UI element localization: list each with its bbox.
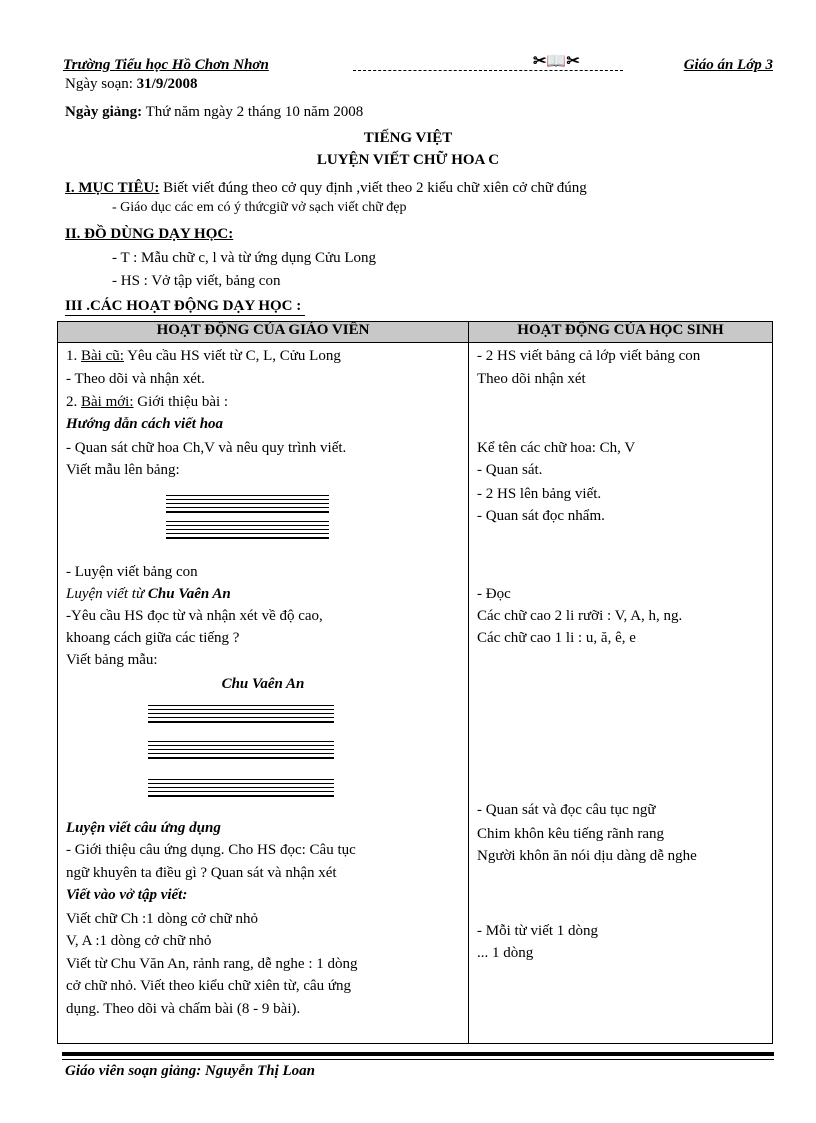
teacher-line: Hướng dẫn cách viết hoa [66, 416, 224, 432]
teacher-line: dụng. Theo dõi và chấm bài (8 - 9 bài). [66, 1001, 301, 1017]
header-divider [353, 70, 623, 71]
hoat-dong-label: III .CÁC HOẠT ĐỘNG DẠY HỌC : [65, 298, 305, 316]
student-line: - 2 HS lên bảng viết. [477, 486, 602, 502]
teacher-line: ngữ khuyên ta điều gì ? Quan sát và nhận xét [66, 865, 337, 881]
ngay-soan: Ngày soạn: 31/9/2008 [65, 76, 198, 92]
teacher-column-header: HOẠT ĐỘNG CỦA GIÁO VIÊN [58, 322, 469, 343]
student-line: Theo dõi nhận xét [477, 371, 586, 387]
footer-rule-thin [62, 1059, 774, 1060]
teacher-line: Luyện viết từ Chu Vaên An [66, 586, 231, 602]
student-cell [469, 343, 773, 1044]
student-column-header: HOẠT ĐỘNG CỦA HỌC SINH [469, 322, 773, 343]
student-line: Các chữ cao 1 li : u, ă, ê, e [477, 630, 636, 646]
teacher-line: - Luyện viết bảng con [66, 564, 198, 580]
writing-lines [148, 741, 334, 759]
student-line: - Quan sát và đọc câu tục ngữ [477, 802, 656, 818]
writing-lines [166, 495, 329, 513]
student-line: Chim khôn kêu tiếng rãnh rang [477, 826, 665, 842]
teacher-line: 1. Bài cũ: Yêu cầu HS viết từ C, L, Cửu Long [66, 348, 341, 364]
writing-lines [148, 779, 334, 797]
teacher-line: Viết mẫu lên bảng: [66, 462, 180, 478]
teacher-line: -Yêu cầu HS đọc từ và nhận xét về độ cao, [66, 608, 323, 624]
teacher-line: V, A :1 dòng cở chữ nhỏ [66, 933, 212, 949]
grade-label: Giáo án Lớp 3 [683, 57, 773, 73]
student-line: Các chữ cao 2 li rưỡi : V, A, h, ng. [477, 608, 683, 624]
muc-tieu-2: - Giáo dục các em có ý thứcgiữ vở sạch viết chữ đẹp [112, 200, 407, 215]
section-label: I. MỤC TIÊU: [65, 180, 160, 196]
teacher-line: cở chữ nhỏ. Viết theo kiểu chữ xiên từ, câu ứng [66, 978, 352, 994]
teacher-line: Luyện viết câu ứng dụng [66, 820, 221, 836]
do-dung-2: - HS : Vở tập viết, bảng con [112, 273, 281, 289]
student-line: Kể tên các chữ hoa: Ch, V [477, 440, 636, 456]
teacher-line: - Giới thiệu câu ứng dụng. Cho HS đọc: Câu tục [66, 842, 356, 858]
writing-lines [166, 521, 329, 539]
footer-teacher: Giáo viên soạn giảng: Nguyễn Thị Loan [65, 1063, 316, 1079]
book-scissors-icon: ✂📖✂ [533, 53, 580, 70]
teacher-line: 2. Bài mới: Giới thiệu bài : [66, 394, 229, 410]
school-name: Trường Tiểu học Hồ Chơn Nhơn [63, 57, 269, 73]
footer-rule [62, 1052, 774, 1056]
teacher-line: Viết bảng mẫu: [66, 652, 158, 668]
teacher-line: Viết từ Chu Văn An, rảnh rang, dễ nghe : 1 dòng [66, 956, 358, 972]
ngay-giang: Ngày giảng: Thứ năm ngày 2 tháng 10 năm 2008 [65, 104, 364, 120]
teacher-cell [58, 343, 469, 1044]
teacher-line: - Theo dõi và nhận xét. [66, 371, 205, 387]
student-line: - Đọc [477, 586, 511, 602]
do-dung-1: - T : Mẫu chữ c, l và từ ứng dụng Cửu Long [112, 250, 377, 266]
student-line: - 2 HS viết bảng cả lớp viết bảng con [477, 348, 701, 364]
teacher-line: khoang cách giữa các tiếng ? [66, 630, 240, 646]
activity-table [57, 321, 773, 1044]
do-dung-label: II. ĐỒ DÙNG DẠY HỌC: [65, 226, 234, 242]
student-line: - Quan sát. [477, 462, 543, 478]
teacher-line: Viết vào vở tập viết: [66, 887, 188, 903]
teacher-line: Viết chữ Ch :1 dòng cở chữ nhỏ [66, 911, 259, 927]
page-header [63, 55, 773, 77]
teacher-line: - Quan sát chữ hoa Ch,V và nêu quy trình viết. [66, 440, 347, 456]
lesson-title: LUYỆN VIẾT CHỮ HOA C [316, 152, 500, 168]
student-line: ... 1 dòng [477, 945, 534, 961]
student-line: - Mỗi từ viết 1 dòng [477, 923, 599, 939]
muc-tieu: I. MỤC TIÊU: Biết viết đúng theo cở quy định ,viết theo 2 kiểu chữ xiên cở chữ đúng [65, 180, 587, 196]
subject-title: TIẾNG VIỆT [363, 130, 453, 146]
writing-lines [148, 705, 334, 723]
student-line: Người khôn ăn nói dịu dàng dễ nghe [477, 848, 697, 864]
student-line: - Quan sát đọc nhẩm. [477, 508, 605, 524]
teacher-line: Chu Vaên An [221, 676, 305, 692]
